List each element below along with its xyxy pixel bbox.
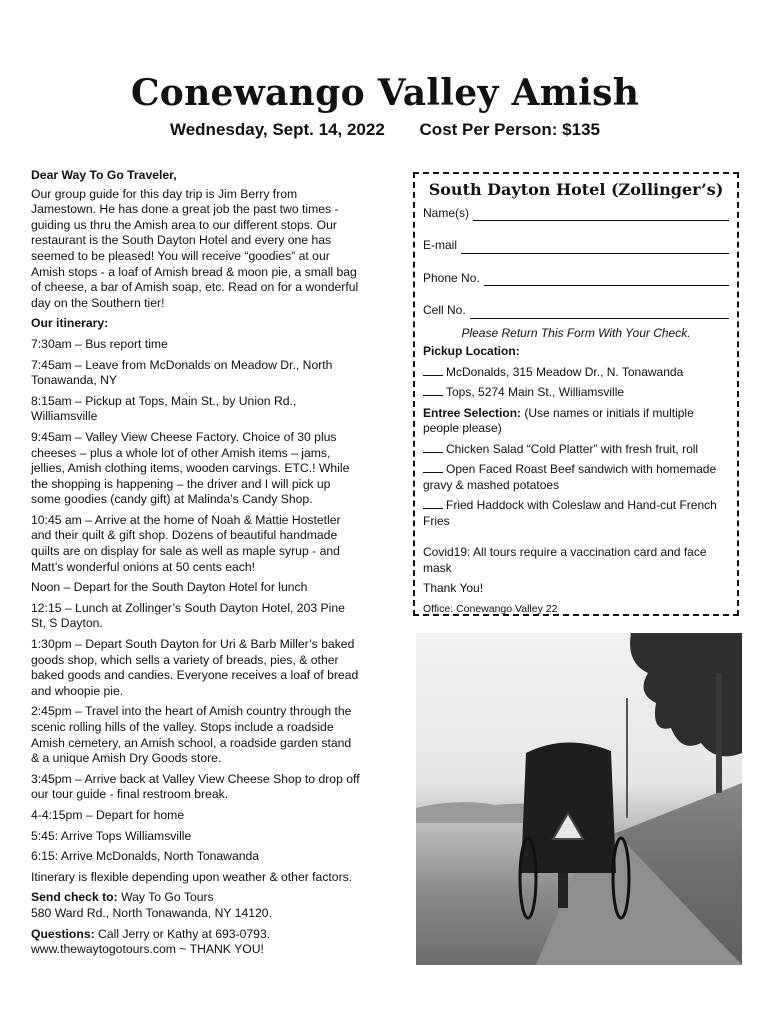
form-title: South Dayton Hotel (Zollinger’s): [428, 180, 724, 199]
pickup-blank[interactable]: [423, 365, 443, 376]
itinerary-item: Itinerary is flexible depending upon weather & other factors.: [31, 869, 353, 884]
phone-label: Phone No.: [423, 270, 480, 285]
itinerary-heading: Our itinerary:: [31, 316, 109, 331]
entree-option-label: Fried Haddock with Coleslaw and Hand-cut French Fries: [423, 498, 717, 528]
cell-label: Cell No.: [423, 303, 466, 317]
entree-heading-block: [423, 406, 729, 437]
itinerary-item: 5:45: Arrive Tops Williamsville: [31, 828, 192, 843]
covid-note: Covid19: All tours require a vaccination card and face mask: [423, 545, 707, 575]
page-title: Conewango Valley Amish: [130, 72, 640, 114]
cell-line[interactable]: [470, 306, 729, 319]
intro-paragraph: Our group guide for this day trip is Jim Berry from Jamestown. He has done a great job the past two times - guiding us thru the Amish area to our different stops. Our restaurant is the South Dayton Hotel and every one has seemed to be pleased! You will receive “goodies” at our Amish stops - a loaf of Amish bread & moon pie, a small bag of cheese, a bar of Amish soap, etc. Read on for a wonderful day on the Southern tier!: [31, 186, 359, 310]
buggy-illustration: [416, 633, 742, 965]
send-check-label: Send check to:: [31, 890, 118, 905]
pickup-option-label: McDonalds, 315 Meadow Dr., N. Tonawanda: [446, 364, 684, 379]
entree-heading: Entree Selection:: [423, 405, 522, 420]
itinerary-item: 7:30am – Bus report time: [31, 336, 168, 351]
entree-hint: (Use names or initials if multiple people please): [423, 405, 694, 435]
pickup-heading: Pickup Location:: [423, 344, 520, 358]
itinerary-item: 6:15: Arrive McDonalds, North Tonawanda: [31, 849, 260, 864]
send-check-value: Way To Go Tours: [121, 890, 214, 905]
letter-column: [31, 168, 361, 963]
greeting: Dear Way To Go Traveler,: [31, 168, 177, 182]
questions-label: Questions:: [31, 926, 95, 941]
entree-option-label: Open Faced Roast Beef sandwich with homemade gravy & mashed potatoes: [423, 462, 717, 492]
pickup-option[interactable]: [423, 365, 729, 381]
email-field[interactable]: [423, 238, 729, 254]
email-label: E-mail: [423, 238, 458, 252]
entree-blank[interactable]: [423, 462, 443, 473]
utility-pole-shape: [626, 698, 628, 818]
trip-date: Wednesday, Sept. 14, 2022: [169, 120, 385, 139]
office-note: Office: Conewango Valley 22: [423, 602, 558, 615]
entree-blank[interactable]: [423, 442, 443, 453]
itinerary-item: 4-4:15pm – Depart for home: [31, 807, 185, 822]
itinerary-item: 1:30pm – Depart South Dayton for Uri & Barb Miller’s baked goods shop, which sells a variety of breads, pies, & other baked goods and candies. Everyone receives a loaf of bread and whoopie pie.: [31, 637, 359, 698]
send-check-address: 580 Ward Rd., North Tonawanda, NY 14120.: [31, 905, 272, 920]
name-field[interactable]: [423, 206, 729, 222]
pickup-blank[interactable]: [423, 385, 443, 396]
itinerary-item: Noon – Depart for the South Dayton Hotel for lunch: [31, 580, 308, 595]
pickup-option[interactable]: [423, 385, 729, 401]
itinerary-item: 12:15 – Lunch at Zollinger’s South Dayton Hotel, 203 Pine St, S Dayton.: [31, 600, 345, 631]
itinerary-item: 10:45 am – Arrive at the home of Noah & Mattie Hostetler and their quilt & gift shop. Dozens of beautiful handmade quilts are on display for sale as well as maple syrup - and Matt’s wonderful onions at 50 cents each!: [31, 512, 341, 574]
itinerary-item: 3:45pm – Arrive back at Valley View Cheese Shop to drop off our tour guide - final restroom break.: [31, 771, 360, 802]
entree-option[interactable]: [423, 442, 729, 458]
questions-block: [31, 927, 361, 958]
website-link[interactable]: www.thewaytogotours.com ~ THANK YOU!: [31, 942, 264, 957]
tree-canopy-shape: [630, 633, 742, 756]
itinerary-item: 8:15am – Pickup at Tops, Main St., by Union Rd., Williamsville: [31, 393, 297, 424]
name-label: Name(s): [423, 205, 470, 220]
subheader: [0, 120, 770, 140]
horse-legs-shape: [558, 873, 568, 908]
send-check-block: [31, 890, 361, 921]
tree-trunk-shape: [716, 673, 722, 793]
phone-field[interactable]: [423, 271, 729, 287]
itinerary-item: 7:45am – Leave from McDonalds on Meadow Dr., North Tonawanda, NY: [31, 357, 333, 388]
trip-cost: Cost Per Person: $135: [419, 120, 600, 139]
amish-buggy-photo: [416, 633, 742, 965]
cell-field[interactable]: [423, 303, 729, 319]
email-line[interactable]: [461, 241, 729, 254]
name-line[interactable]: [473, 208, 729, 221]
thank-you: Thank You!: [423, 581, 484, 595]
entree-option[interactable]: [423, 498, 729, 529]
itinerary-item: 2:45pm – Travel into the heart of Amish country through the scenic rolling hills of the valley. Stops include a roadside Amish cemetery, an Amish school, a roadside garden stand & a unique Amish Dry Goods store.: [31, 704, 352, 766]
pickup-option-label: Tops, 5274 Main St., Williamsville: [446, 385, 625, 399]
registration-form: [413, 172, 739, 616]
return-note: Please Return This Form With Your Check.: [461, 325, 691, 340]
phone-line[interactable]: [484, 273, 729, 286]
entree-option[interactable]: [423, 462, 729, 493]
entree-option-label: Chicken Salad “Cold Platter” with fresh fruit, roll: [446, 441, 699, 456]
entree-blank[interactable]: [423, 498, 443, 509]
questions-value: Call Jerry or Kathy at 693-0793.: [98, 926, 271, 941]
itinerary-item: 9:45am – Valley View Cheese Factory. Choice of 30 plus cheeses – plus a whole lot of other Amish items – jams, jellies, Amish clothing items, wooden carvings. ETC.! While the shopping is happening – the driver and I will pick up some goodies (candy gift) at Malinda’s Candy Shop.: [31, 429, 350, 507]
